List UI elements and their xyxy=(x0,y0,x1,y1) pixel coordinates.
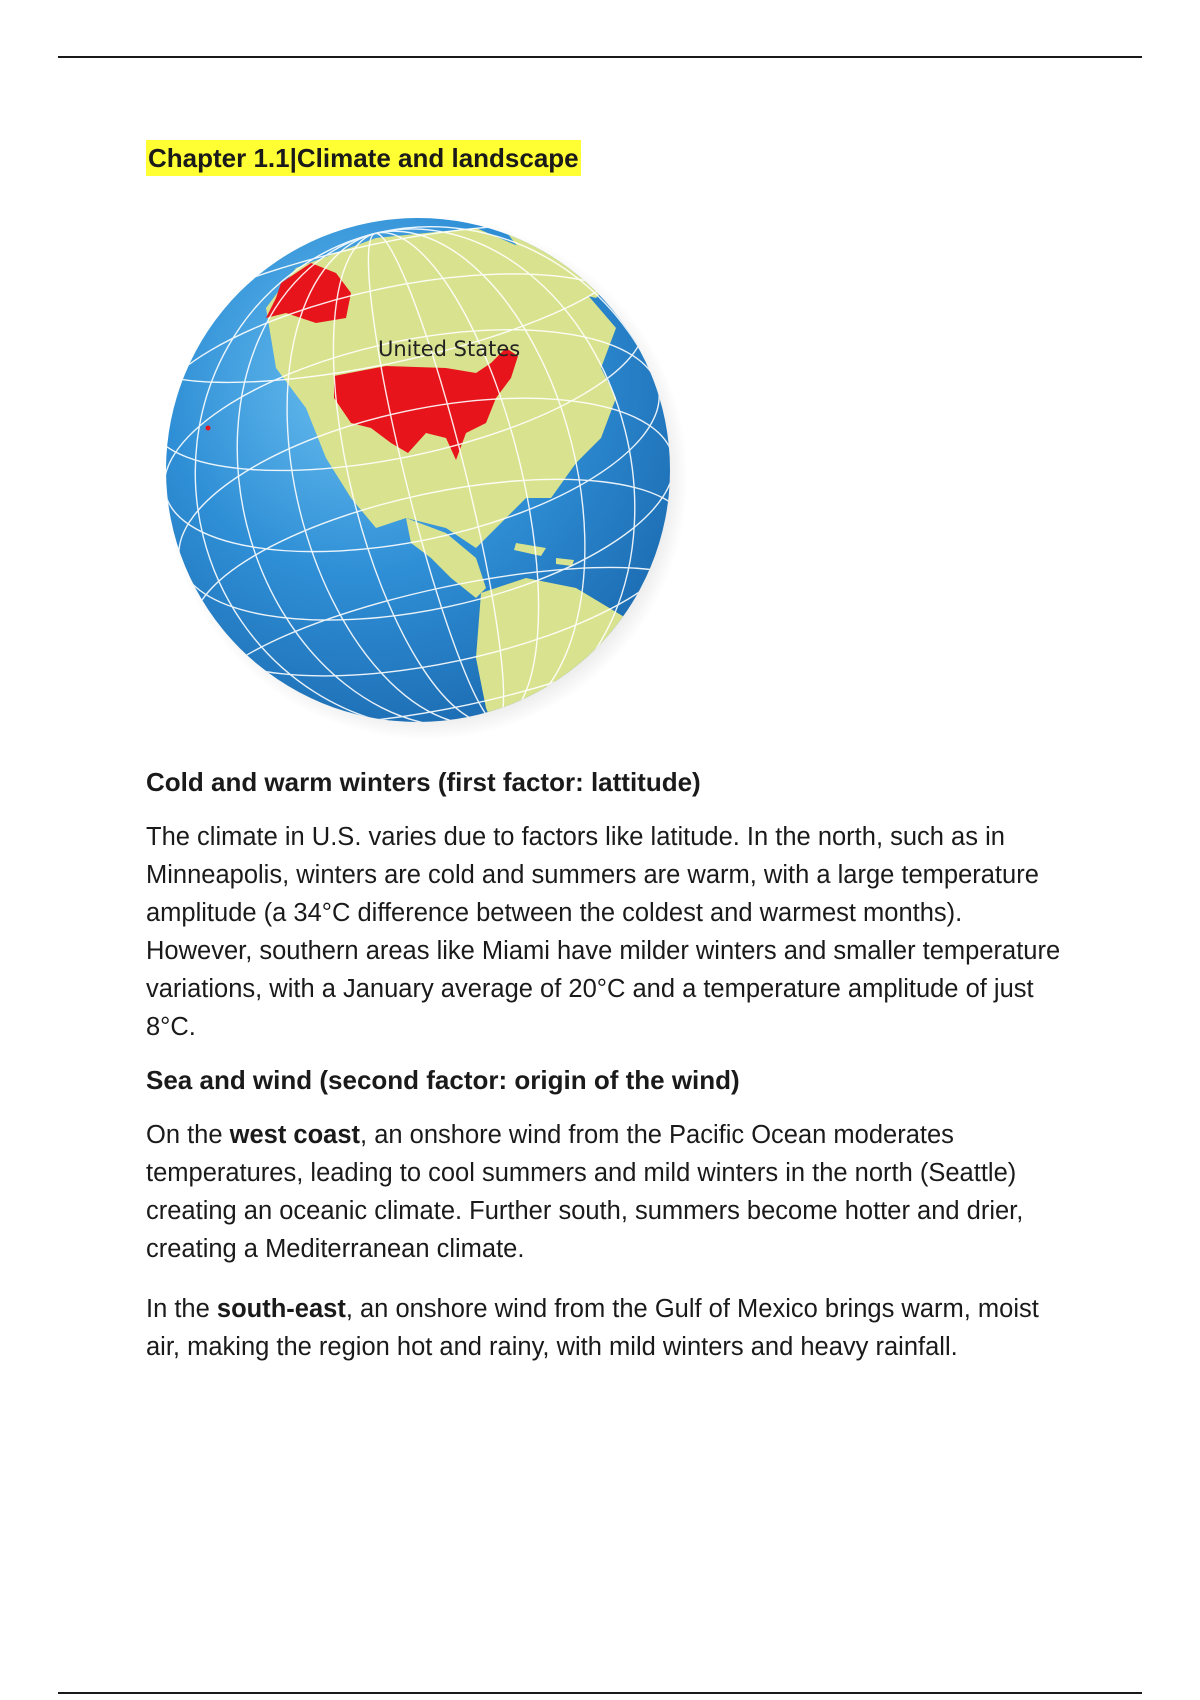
section-heading: Cold and warm winters (first factor: lattitude) xyxy=(146,767,701,797)
top-rule xyxy=(58,56,1142,58)
emphasis: west coast xyxy=(229,1121,361,1149)
page-content xyxy=(146,140,1066,1366)
bottom-rule xyxy=(58,1692,1142,1694)
globe-map xyxy=(146,198,706,738)
paragraph: On the west coast, an onshore wind from the Pacific Ocean moderates temperatures, leading to cool summers and mild winters in the north (Seattle) creating an oceanic climate. Further south, summers become hotter and drier, creating a Mediterranean climate. xyxy=(146,1121,1024,1263)
paragraph: The climate in U.S. varies due to factors like latitude. In the north, such as in Minneapolis, winters are cold and summers are warm, with a large temperature amplitude (a 34°C difference between the coldest and warmest months). However, southern areas like Miami have milder winters and smaller temperature variations, with a January average of 20°C and a temperature amplitude of just 8°C. xyxy=(146,823,1061,1041)
map-label: United States xyxy=(378,337,521,361)
section-heading: Sea and wind (second factor: origin of the wind) xyxy=(146,1065,740,1095)
chapter-title: Chapter 1.1|Climate and landscape xyxy=(146,140,581,176)
paragraph: In the south-east, an onshore wind from the Gulf of Mexico brings warm, moist air, making the region hot and rainy, with mild winters and heavy rainfall. xyxy=(146,1295,1039,1361)
highlight-hawaii xyxy=(206,426,211,431)
emphasis: south-east xyxy=(216,1295,346,1323)
